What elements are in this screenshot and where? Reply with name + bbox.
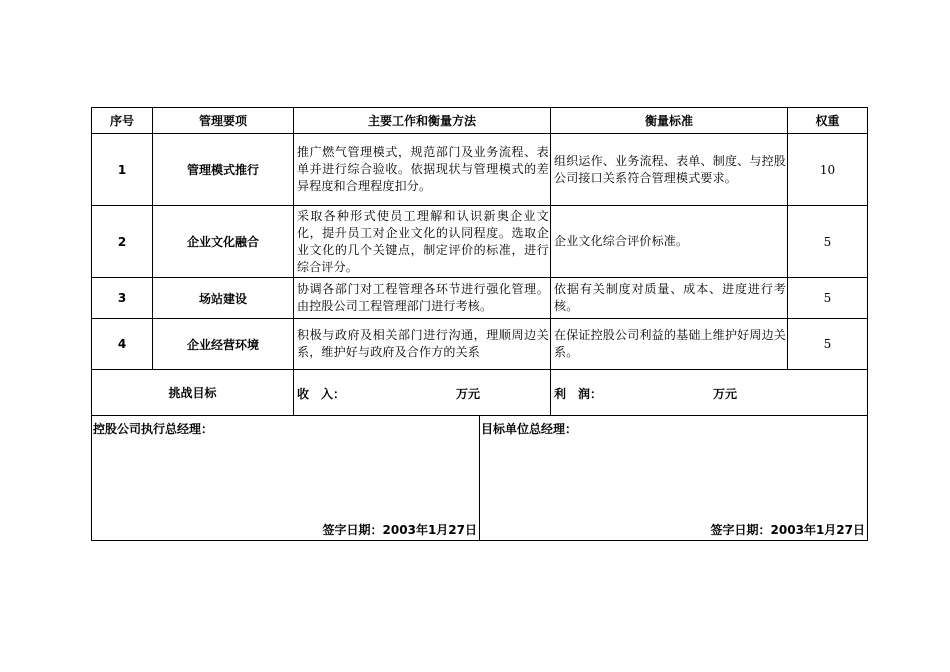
- row-method: 积极与政府及相关部门进行沟通，理顺周边关系，维护好与政府及合作方的关系: [294, 319, 551, 370]
- right-signature-title: 目标单位总经理：: [481, 422, 578, 436]
- challenge-row: [92, 370, 868, 416]
- left-signature-box: [92, 416, 480, 541]
- header-standard: 衡量标准: [551, 108, 788, 134]
- right-signature-date: 签字日期：2003年1月27日: [710, 523, 865, 537]
- challenge-label: 挑战目标: [92, 370, 294, 416]
- objectives-table: [91, 107, 868, 416]
- row-seq: 1: [92, 134, 153, 206]
- table-row: [92, 134, 868, 206]
- right-signature-box: [480, 416, 868, 541]
- header-seq: 序号: [92, 108, 153, 134]
- row-method: 采取各种形式使员工理解和认识新奥企业文化，提升员工对企业文化的认同程度。选取企业文化的几个关键点，制定评价的标准，进行综合评分。: [294, 206, 551, 278]
- row-item: 管理模式推行: [153, 134, 294, 206]
- row-standard: 在保证控股公司利益的基础上维护好周边关系。: [551, 319, 788, 370]
- table-row: [92, 206, 868, 278]
- row-seq: 2: [92, 206, 153, 278]
- row-seq: 4: [92, 319, 153, 370]
- row-standard: 组织运作、业务流程、表单、制度、与控股公司接口关系符合管理模式要求。: [551, 134, 788, 206]
- row-standard: 依据有关制度对质量、成本、进度进行考核。: [551, 278, 788, 319]
- table-row: [92, 319, 868, 370]
- row-weight: 10: [788, 134, 868, 206]
- signature-row: [92, 416, 868, 541]
- row-seq: 3: [92, 278, 153, 319]
- row-weight: 5: [788, 278, 868, 319]
- row-weight: 5: [788, 206, 868, 278]
- row-item: 企业经营环境: [153, 319, 294, 370]
- left-signature-title: 控股公司执行总经理：: [93, 422, 214, 436]
- income-unit: 万元: [456, 387, 481, 401]
- profit-label: 利 润：: [554, 387, 603, 401]
- header-item: 管理要项: [153, 108, 294, 134]
- header-method: 主要工作和衡量方法: [294, 108, 551, 134]
- header-row: [92, 108, 868, 134]
- profit-unit: 万元: [713, 387, 738, 401]
- signature-table: [91, 416, 868, 541]
- row-weight: 5: [788, 319, 868, 370]
- row-standard: 企业文化综合评价标准。: [551, 206, 788, 278]
- row-method: 协调各部门对工程管理各环节进行强化管理。由控股公司工程管理部门进行考核。: [294, 278, 551, 319]
- row-method: 推广燃气管理模式，规范部门及业务流程、表单并进行综合验收。依据现状与管理模式的差异程度和合理程度扣分。: [294, 134, 551, 206]
- income-label: 收 入：: [297, 387, 346, 401]
- table-row: [92, 278, 868, 319]
- row-item: 场站建设: [153, 278, 294, 319]
- left-signature-date: 签字日期：2003年1月27日: [322, 523, 477, 537]
- assessment-sheet: [91, 107, 867, 541]
- header-weight: 权重: [788, 108, 868, 134]
- income-cell: [294, 370, 551, 416]
- row-item: 企业文化融合: [153, 206, 294, 278]
- profit-cell: [551, 370, 868, 416]
